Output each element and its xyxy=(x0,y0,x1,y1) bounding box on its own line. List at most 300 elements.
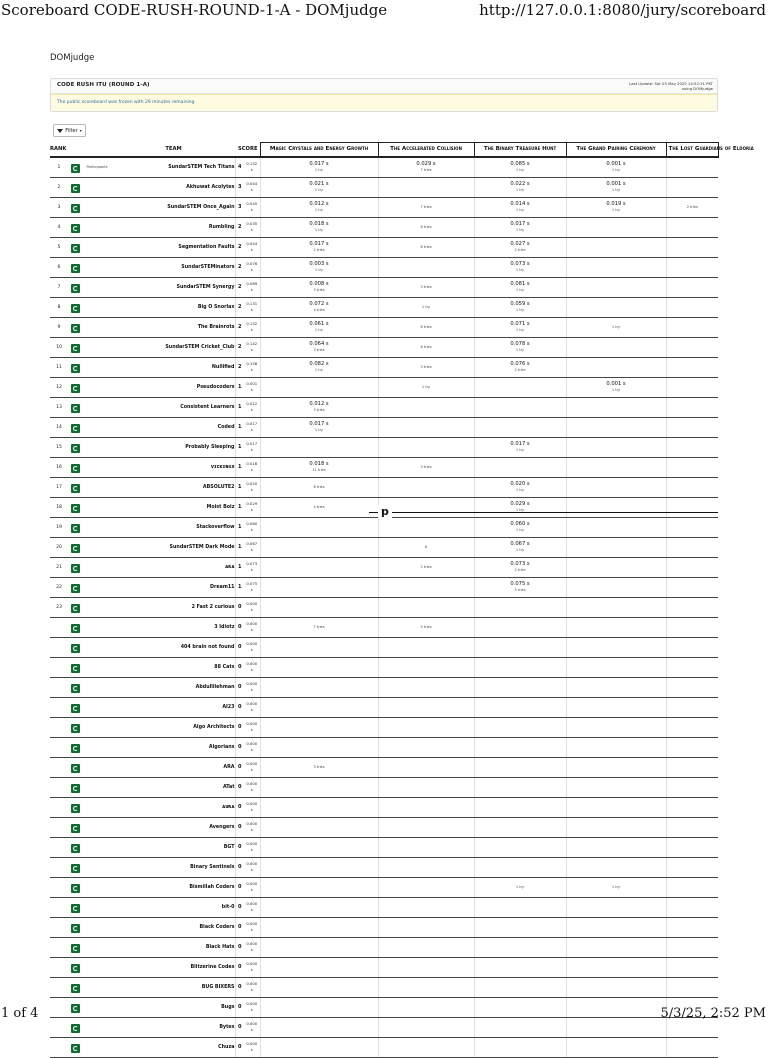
problem-cell[interactable] xyxy=(566,717,666,737)
team-row[interactable] xyxy=(50,597,718,617)
problem-cell[interactable] xyxy=(260,337,378,357)
problem-cell[interactable] xyxy=(474,597,566,617)
problem-cell[interactable] xyxy=(666,557,718,577)
problem-cell[interactable] xyxy=(566,237,666,257)
problem-cell[interactable] xyxy=(566,677,666,697)
problem-cell[interactable] xyxy=(260,677,378,697)
problem-cell[interactable] xyxy=(666,417,718,437)
team-name[interactable]: ᴀʀᴀ xyxy=(112,557,235,577)
problem-cell[interactable] xyxy=(566,777,666,797)
problem-cell[interactable] xyxy=(666,837,718,857)
problem-cell[interactable] xyxy=(260,537,378,557)
problem-cell[interactable] xyxy=(378,617,474,637)
problem-cell[interactable] xyxy=(378,977,474,997)
problem-cell[interactable] xyxy=(566,617,666,637)
problem-cell[interactable] xyxy=(566,377,666,397)
problem-cell[interactable] xyxy=(260,157,378,178)
problem-cell[interactable] xyxy=(260,457,378,477)
team-name[interactable]: Chuza xyxy=(112,1037,235,1057)
team-name[interactable]: ARA xyxy=(112,757,235,777)
team-row[interactable] xyxy=(50,517,718,537)
problem-cell[interactable] xyxy=(260,497,378,517)
problem-cell[interactable] xyxy=(260,297,378,317)
team-name[interactable]: Probably Sleeping xyxy=(112,437,235,457)
problem-cell[interactable] xyxy=(260,957,378,977)
team-name[interactable]: 2 Fast 2 curious xyxy=(112,597,235,617)
problem-cell[interactable] xyxy=(378,237,474,257)
problem-cell[interactable] xyxy=(566,817,666,837)
problem-cell[interactable] xyxy=(666,517,718,537)
problem-cell[interactable] xyxy=(566,157,666,178)
team-row[interactable] xyxy=(50,197,718,217)
problem-cell[interactable] xyxy=(260,377,378,397)
problem-cell[interactable] xyxy=(260,917,378,937)
team-name[interactable]: Black Hats xyxy=(112,937,235,957)
problem-cell[interactable] xyxy=(260,617,378,637)
problem-cell[interactable] xyxy=(566,537,666,557)
problem-cell[interactable] xyxy=(566,397,666,417)
problem-cell[interactable] xyxy=(474,877,566,897)
problem-cell[interactable] xyxy=(666,157,718,178)
problem-cell[interactable] xyxy=(378,497,474,517)
problem-cell[interactable] xyxy=(474,897,566,917)
problem-cell[interactable] xyxy=(474,397,566,417)
team-row[interactable] xyxy=(50,557,718,577)
problem-cell[interactable] xyxy=(260,517,378,537)
problem-header-2[interactable]: The Accelerated Collision xyxy=(378,143,474,157)
problem-cell[interactable] xyxy=(474,637,566,657)
team-row[interactable] xyxy=(50,477,718,497)
team-row[interactable] xyxy=(50,957,718,977)
problem-cell[interactable] xyxy=(666,797,718,817)
problem-cell[interactable] xyxy=(666,257,718,277)
problem-cell[interactable] xyxy=(666,337,718,357)
problem-cell[interactable] xyxy=(260,657,378,677)
problem-cell[interactable] xyxy=(566,457,666,477)
team-name[interactable]: Blitzerine Codes xyxy=(112,957,235,977)
team-name[interactable]: Algo Architects xyxy=(112,717,235,737)
problem-cell[interactable] xyxy=(378,717,474,737)
team-row[interactable] xyxy=(50,737,718,757)
team-name[interactable]: Segmentation Faults xyxy=(112,237,235,257)
problem-cell[interactable] xyxy=(474,157,566,178)
print-page-url[interactable]: http://127.0.0.1:8080/jury/scoreboard xyxy=(479,1,766,19)
problem-cell[interactable] xyxy=(474,357,566,377)
problem-cell[interactable] xyxy=(474,817,566,837)
team-row[interactable] xyxy=(50,637,718,657)
problem-cell[interactable] xyxy=(378,297,474,317)
problem-cell[interactable] xyxy=(474,517,566,537)
problem-cell[interactable] xyxy=(474,777,566,797)
team-name[interactable]: Coded xyxy=(112,417,235,437)
problem-cell[interactable] xyxy=(378,877,474,897)
team-name[interactable]: ᴀᴜʀᴀ xyxy=(112,797,235,817)
problem-cell[interactable] xyxy=(666,697,718,717)
problem-cell[interactable] xyxy=(378,177,474,197)
problem-cell[interactable] xyxy=(474,377,566,397)
problem-cell[interactable] xyxy=(260,237,378,257)
problem-cell[interactable] xyxy=(378,397,474,417)
problem-cell[interactable] xyxy=(666,677,718,697)
team-name[interactable]: Black Coders xyxy=(112,917,235,937)
problem-cell[interactable] xyxy=(666,237,718,257)
problem-cell[interactable] xyxy=(378,757,474,777)
problem-cell[interactable] xyxy=(666,917,718,937)
problem-cell[interactable] xyxy=(260,737,378,757)
problem-cell[interactable] xyxy=(260,637,378,657)
problem-cell[interactable] xyxy=(666,577,718,597)
problem-cell[interactable] xyxy=(666,357,718,377)
problem-cell[interactable] xyxy=(260,197,378,217)
problem-cell[interactable] xyxy=(378,477,474,497)
problem-cell[interactable] xyxy=(666,817,718,837)
problem-cell[interactable] xyxy=(666,957,718,977)
team-name[interactable]: bit-0 xyxy=(112,897,235,917)
team-row[interactable] xyxy=(50,677,718,697)
problem-cell[interactable] xyxy=(378,157,474,178)
problem-cell[interactable] xyxy=(260,417,378,437)
problem-cell[interactable] xyxy=(260,897,378,917)
problem-cell[interactable] xyxy=(260,717,378,737)
team-name[interactable]: Nullified xyxy=(112,357,235,377)
team-name[interactable]: Stackoverflow xyxy=(112,517,235,537)
problem-cell[interactable] xyxy=(378,337,474,357)
team-name[interactable]: Akhuwat Acolytes xyxy=(112,177,235,197)
problem-cell[interactable] xyxy=(260,557,378,577)
team-row[interactable] xyxy=(50,297,718,317)
problem-cell[interactable] xyxy=(378,317,474,337)
problem-cell[interactable] xyxy=(378,737,474,757)
team-row[interactable] xyxy=(50,437,718,457)
problem-cell[interactable] xyxy=(566,337,666,357)
problem-cell[interactable] xyxy=(566,197,666,217)
team-row[interactable] xyxy=(50,577,718,597)
team-row[interactable] xyxy=(50,177,718,197)
problem-cell[interactable] xyxy=(666,297,718,317)
team-name[interactable]: 3 Idiotz xyxy=(112,617,235,637)
problem-cell[interactable] xyxy=(260,397,378,417)
problem-cell[interactable] xyxy=(260,437,378,457)
problem-cell[interactable] xyxy=(666,877,718,897)
team-name[interactable]: BGT xyxy=(112,837,235,857)
problem-cell[interactable] xyxy=(260,817,378,837)
team-name[interactable]: Abdullilehman xyxy=(112,677,235,697)
problem-cell[interactable] xyxy=(260,317,378,337)
problem-cell[interactable] xyxy=(378,537,474,557)
problem-cell[interactable] xyxy=(474,737,566,757)
problem-cell[interactable] xyxy=(378,217,474,237)
problem-cell[interactable] xyxy=(378,517,474,537)
problem-cell[interactable] xyxy=(474,677,566,697)
problem-cell[interactable] xyxy=(666,437,718,457)
team-name[interactable]: Big O Snorlax xyxy=(112,297,235,317)
problem-cell[interactable] xyxy=(566,957,666,977)
team-name[interactable]: SundarSTEM Cricket_Club xyxy=(112,337,235,357)
problem-cell[interactable] xyxy=(260,477,378,497)
problem-cell[interactable] xyxy=(260,777,378,797)
problem-cell[interactable] xyxy=(566,477,666,497)
team-name[interactable]: BUG BIXERS xyxy=(112,977,235,997)
problem-cell[interactable] xyxy=(378,277,474,297)
problem-cell[interactable] xyxy=(260,1037,378,1057)
team-row[interactable] xyxy=(50,617,718,637)
team-name[interactable]: 404 brain not found xyxy=(112,637,235,657)
problem-cell[interactable] xyxy=(474,457,566,477)
team-name[interactable]: SundarSTEM Once_Again xyxy=(112,197,235,217)
problem-cell[interactable] xyxy=(474,257,566,277)
problem-cell[interactable] xyxy=(474,557,566,577)
team-row[interactable] xyxy=(50,977,718,997)
problem-cell[interactable] xyxy=(378,577,474,597)
problem-cell[interactable] xyxy=(566,877,666,897)
problem-cell[interactable] xyxy=(474,277,566,297)
problem-cell[interactable] xyxy=(378,657,474,677)
problem-cell[interactable] xyxy=(474,757,566,777)
problem-cell[interactable] xyxy=(474,697,566,717)
problem-cell[interactable] xyxy=(666,377,718,397)
team-name[interactable]: ATat xyxy=(112,777,235,797)
problem-cell[interactable] xyxy=(474,177,566,197)
problem-cell[interactable] xyxy=(474,957,566,977)
team-row[interactable] xyxy=(50,277,718,297)
team-row[interactable] xyxy=(50,777,718,797)
problem-cell[interactable] xyxy=(566,277,666,297)
problem-cell[interactable] xyxy=(566,557,666,577)
team-name[interactable]: Bugs xyxy=(112,997,235,1017)
problem-cell[interactable] xyxy=(378,357,474,377)
problem-cell[interactable] xyxy=(666,617,718,637)
problem-cell[interactable] xyxy=(474,337,566,357)
problem-cell[interactable] xyxy=(566,217,666,237)
problem-cell[interactable] xyxy=(474,717,566,737)
team-name[interactable]: SundarSTEM Dark Mode xyxy=(112,537,235,557)
problem-cell[interactable] xyxy=(666,737,718,757)
problem-cell[interactable] xyxy=(666,757,718,777)
problem-cell[interactable] xyxy=(260,697,378,717)
team-row[interactable] xyxy=(50,897,718,917)
problem-cell[interactable] xyxy=(378,677,474,697)
problem-cell[interactable] xyxy=(378,697,474,717)
team-row[interactable] xyxy=(50,337,718,357)
team-name[interactable]: SundarSTEM Tech Titans xyxy=(112,157,235,178)
problem-cell[interactable] xyxy=(566,757,666,777)
team-name[interactable]: SundarSTEMinators xyxy=(112,257,235,277)
problem-cell[interactable] xyxy=(474,237,566,257)
problem-cell[interactable] xyxy=(474,537,566,557)
problem-header-1[interactable]: Magic Crystals and Energy Growth xyxy=(260,143,378,157)
problem-cell[interactable] xyxy=(474,577,566,597)
problem-header-5[interactable]: The Lost Guardians of Eldoria xyxy=(666,143,718,157)
problem-cell[interactable] xyxy=(666,477,718,497)
problem-cell[interactable] xyxy=(260,757,378,777)
team-row[interactable] xyxy=(50,757,718,777)
problem-cell[interactable] xyxy=(474,617,566,637)
problem-cell[interactable] xyxy=(666,597,718,617)
problem-cell[interactable] xyxy=(666,1037,718,1057)
problem-cell[interactable] xyxy=(474,837,566,857)
team-name[interactable]: 88 Cats xyxy=(112,657,235,677)
team-row[interactable] xyxy=(50,1037,718,1057)
problem-cell[interactable] xyxy=(666,937,718,957)
problem-cell[interactable] xyxy=(566,937,666,957)
problem-cell[interactable] xyxy=(666,977,718,997)
team-row[interactable] xyxy=(50,797,718,817)
problem-cell[interactable] xyxy=(566,737,666,757)
problem-cell[interactable] xyxy=(378,857,474,877)
problem-cell[interactable] xyxy=(566,257,666,277)
problem-cell[interactable] xyxy=(566,657,666,677)
team-row[interactable] xyxy=(50,697,718,717)
problem-cell[interactable] xyxy=(260,797,378,817)
problem-cell[interactable] xyxy=(474,217,566,237)
problem-cell[interactable] xyxy=(474,437,566,457)
problem-cell[interactable] xyxy=(666,177,718,197)
team-row[interactable] xyxy=(50,377,718,397)
team-row[interactable] xyxy=(50,157,718,178)
problem-cell[interactable] xyxy=(260,597,378,617)
problem-cell[interactable] xyxy=(378,637,474,657)
problem-cell[interactable] xyxy=(566,1037,666,1057)
problem-cell[interactable] xyxy=(666,277,718,297)
problem-cell[interactable] xyxy=(666,197,718,217)
team-row[interactable] xyxy=(50,417,718,437)
problem-cell[interactable] xyxy=(378,817,474,837)
problem-cell[interactable] xyxy=(566,597,666,617)
problem-cell[interactable] xyxy=(666,217,718,237)
problem-cell[interactable] xyxy=(378,597,474,617)
problem-cell[interactable] xyxy=(378,917,474,937)
problem-cell[interactable] xyxy=(666,657,718,677)
problem-cell[interactable] xyxy=(378,777,474,797)
team-name[interactable]: vɪcᴋɪɴɢs xyxy=(112,457,235,477)
problem-cell[interactable] xyxy=(474,1037,566,1057)
problem-cell[interactable] xyxy=(378,557,474,577)
problem-cell[interactable] xyxy=(666,897,718,917)
team-name[interactable]: Bytes xyxy=(112,1017,235,1037)
problem-cell[interactable] xyxy=(566,357,666,377)
team-row[interactable] xyxy=(50,217,718,237)
problem-cell[interactable] xyxy=(260,277,378,297)
problem-cell[interactable] xyxy=(474,297,566,317)
team-row[interactable] xyxy=(50,717,718,737)
problem-cell[interactable] xyxy=(666,857,718,877)
problem-cell[interactable] xyxy=(666,537,718,557)
team-name[interactable]: Algorians xyxy=(112,737,235,757)
problem-cell[interactable] xyxy=(260,217,378,237)
problem-cell[interactable] xyxy=(474,797,566,817)
problem-cell[interactable] xyxy=(474,477,566,497)
team-row[interactable] xyxy=(50,857,718,877)
problem-cell[interactable] xyxy=(566,637,666,657)
team-name[interactable]: The Brainrots xyxy=(112,317,235,337)
team-name[interactable]: SundarSTEM Synergy xyxy=(112,277,235,297)
problem-cell[interactable] xyxy=(566,977,666,997)
problem-cell[interactable] xyxy=(566,577,666,597)
team-name[interactable]: Avengers xyxy=(112,817,235,837)
problem-cell[interactable] xyxy=(474,857,566,877)
problem-cell[interactable] xyxy=(260,577,378,597)
team-row[interactable] xyxy=(50,257,718,277)
team-row[interactable] xyxy=(50,457,718,477)
problem-cell[interactable] xyxy=(474,937,566,957)
problem-cell[interactable] xyxy=(474,657,566,677)
filter-button[interactable] xyxy=(53,124,86,137)
team-name[interactable]: Rumbling xyxy=(112,217,235,237)
team-row[interactable] xyxy=(50,877,718,897)
problem-cell[interactable] xyxy=(566,317,666,337)
problem-cell[interactable] xyxy=(378,797,474,817)
problem-cell[interactable] xyxy=(378,377,474,397)
problem-cell[interactable] xyxy=(474,197,566,217)
problem-cell[interactable] xyxy=(378,257,474,277)
problem-cell[interactable] xyxy=(260,837,378,857)
team-row[interactable] xyxy=(50,357,718,377)
problem-cell[interactable] xyxy=(666,777,718,797)
problem-cell[interactable] xyxy=(566,517,666,537)
problem-cell[interactable] xyxy=(566,417,666,437)
problem-cell[interactable] xyxy=(566,177,666,197)
problem-cell[interactable] xyxy=(566,857,666,877)
problem-cell[interactable] xyxy=(474,497,566,517)
team-row[interactable] xyxy=(50,817,718,837)
problem-cell[interactable] xyxy=(666,637,718,657)
problem-cell[interactable] xyxy=(260,977,378,997)
problem-cell[interactable] xyxy=(666,717,718,737)
problem-cell[interactable] xyxy=(378,937,474,957)
problem-cell[interactable] xyxy=(378,1037,474,1057)
problem-cell[interactable] xyxy=(474,917,566,937)
team-row[interactable] xyxy=(50,657,718,677)
team-name[interactable]: Moist Boiz xyxy=(112,497,235,517)
problem-cell[interactable] xyxy=(378,437,474,457)
problem-cell[interactable] xyxy=(566,897,666,917)
problem-cell[interactable] xyxy=(566,497,666,517)
team-row[interactable] xyxy=(50,917,718,937)
problem-cell[interactable] xyxy=(474,317,566,337)
problem-cell[interactable] xyxy=(378,897,474,917)
team-row[interactable] xyxy=(50,317,718,337)
problem-cell[interactable] xyxy=(378,957,474,977)
problem-cell[interactable] xyxy=(666,317,718,337)
problem-cell[interactable] xyxy=(474,977,566,997)
problem-cell[interactable] xyxy=(378,457,474,477)
problem-cell[interactable] xyxy=(260,937,378,957)
problem-header-3[interactable]: The Binary Treasure Hunt xyxy=(474,143,566,157)
problem-cell[interactable] xyxy=(378,197,474,217)
team-name[interactable]: Dream11 xyxy=(112,577,235,597)
team-row[interactable] xyxy=(50,937,718,957)
problem-cell[interactable] xyxy=(566,297,666,317)
problem-cell[interactable] xyxy=(566,437,666,457)
team-row[interactable] xyxy=(50,837,718,857)
problem-cell[interactable] xyxy=(260,857,378,877)
problem-cell[interactable] xyxy=(666,497,718,517)
problem-cell[interactable] xyxy=(378,417,474,437)
problem-header-4[interactable]: The Grand Pairing Ceremony xyxy=(566,143,666,157)
problem-cell[interactable] xyxy=(566,697,666,717)
problem-cell[interactable] xyxy=(666,397,718,417)
problem-cell[interactable] xyxy=(260,877,378,897)
problem-cell[interactable] xyxy=(260,257,378,277)
team-row[interactable] xyxy=(50,397,718,417)
team-name[interactable]: AI23 xyxy=(112,697,235,717)
domjudge-brand[interactable]: DOMjudge xyxy=(50,53,95,63)
problem-cell[interactable] xyxy=(566,917,666,937)
team-name[interactable]: Binary Sentinels xyxy=(112,857,235,877)
problem-cell[interactable] xyxy=(260,357,378,377)
problem-cell[interactable] xyxy=(666,457,718,477)
problem-cell[interactable] xyxy=(474,417,566,437)
